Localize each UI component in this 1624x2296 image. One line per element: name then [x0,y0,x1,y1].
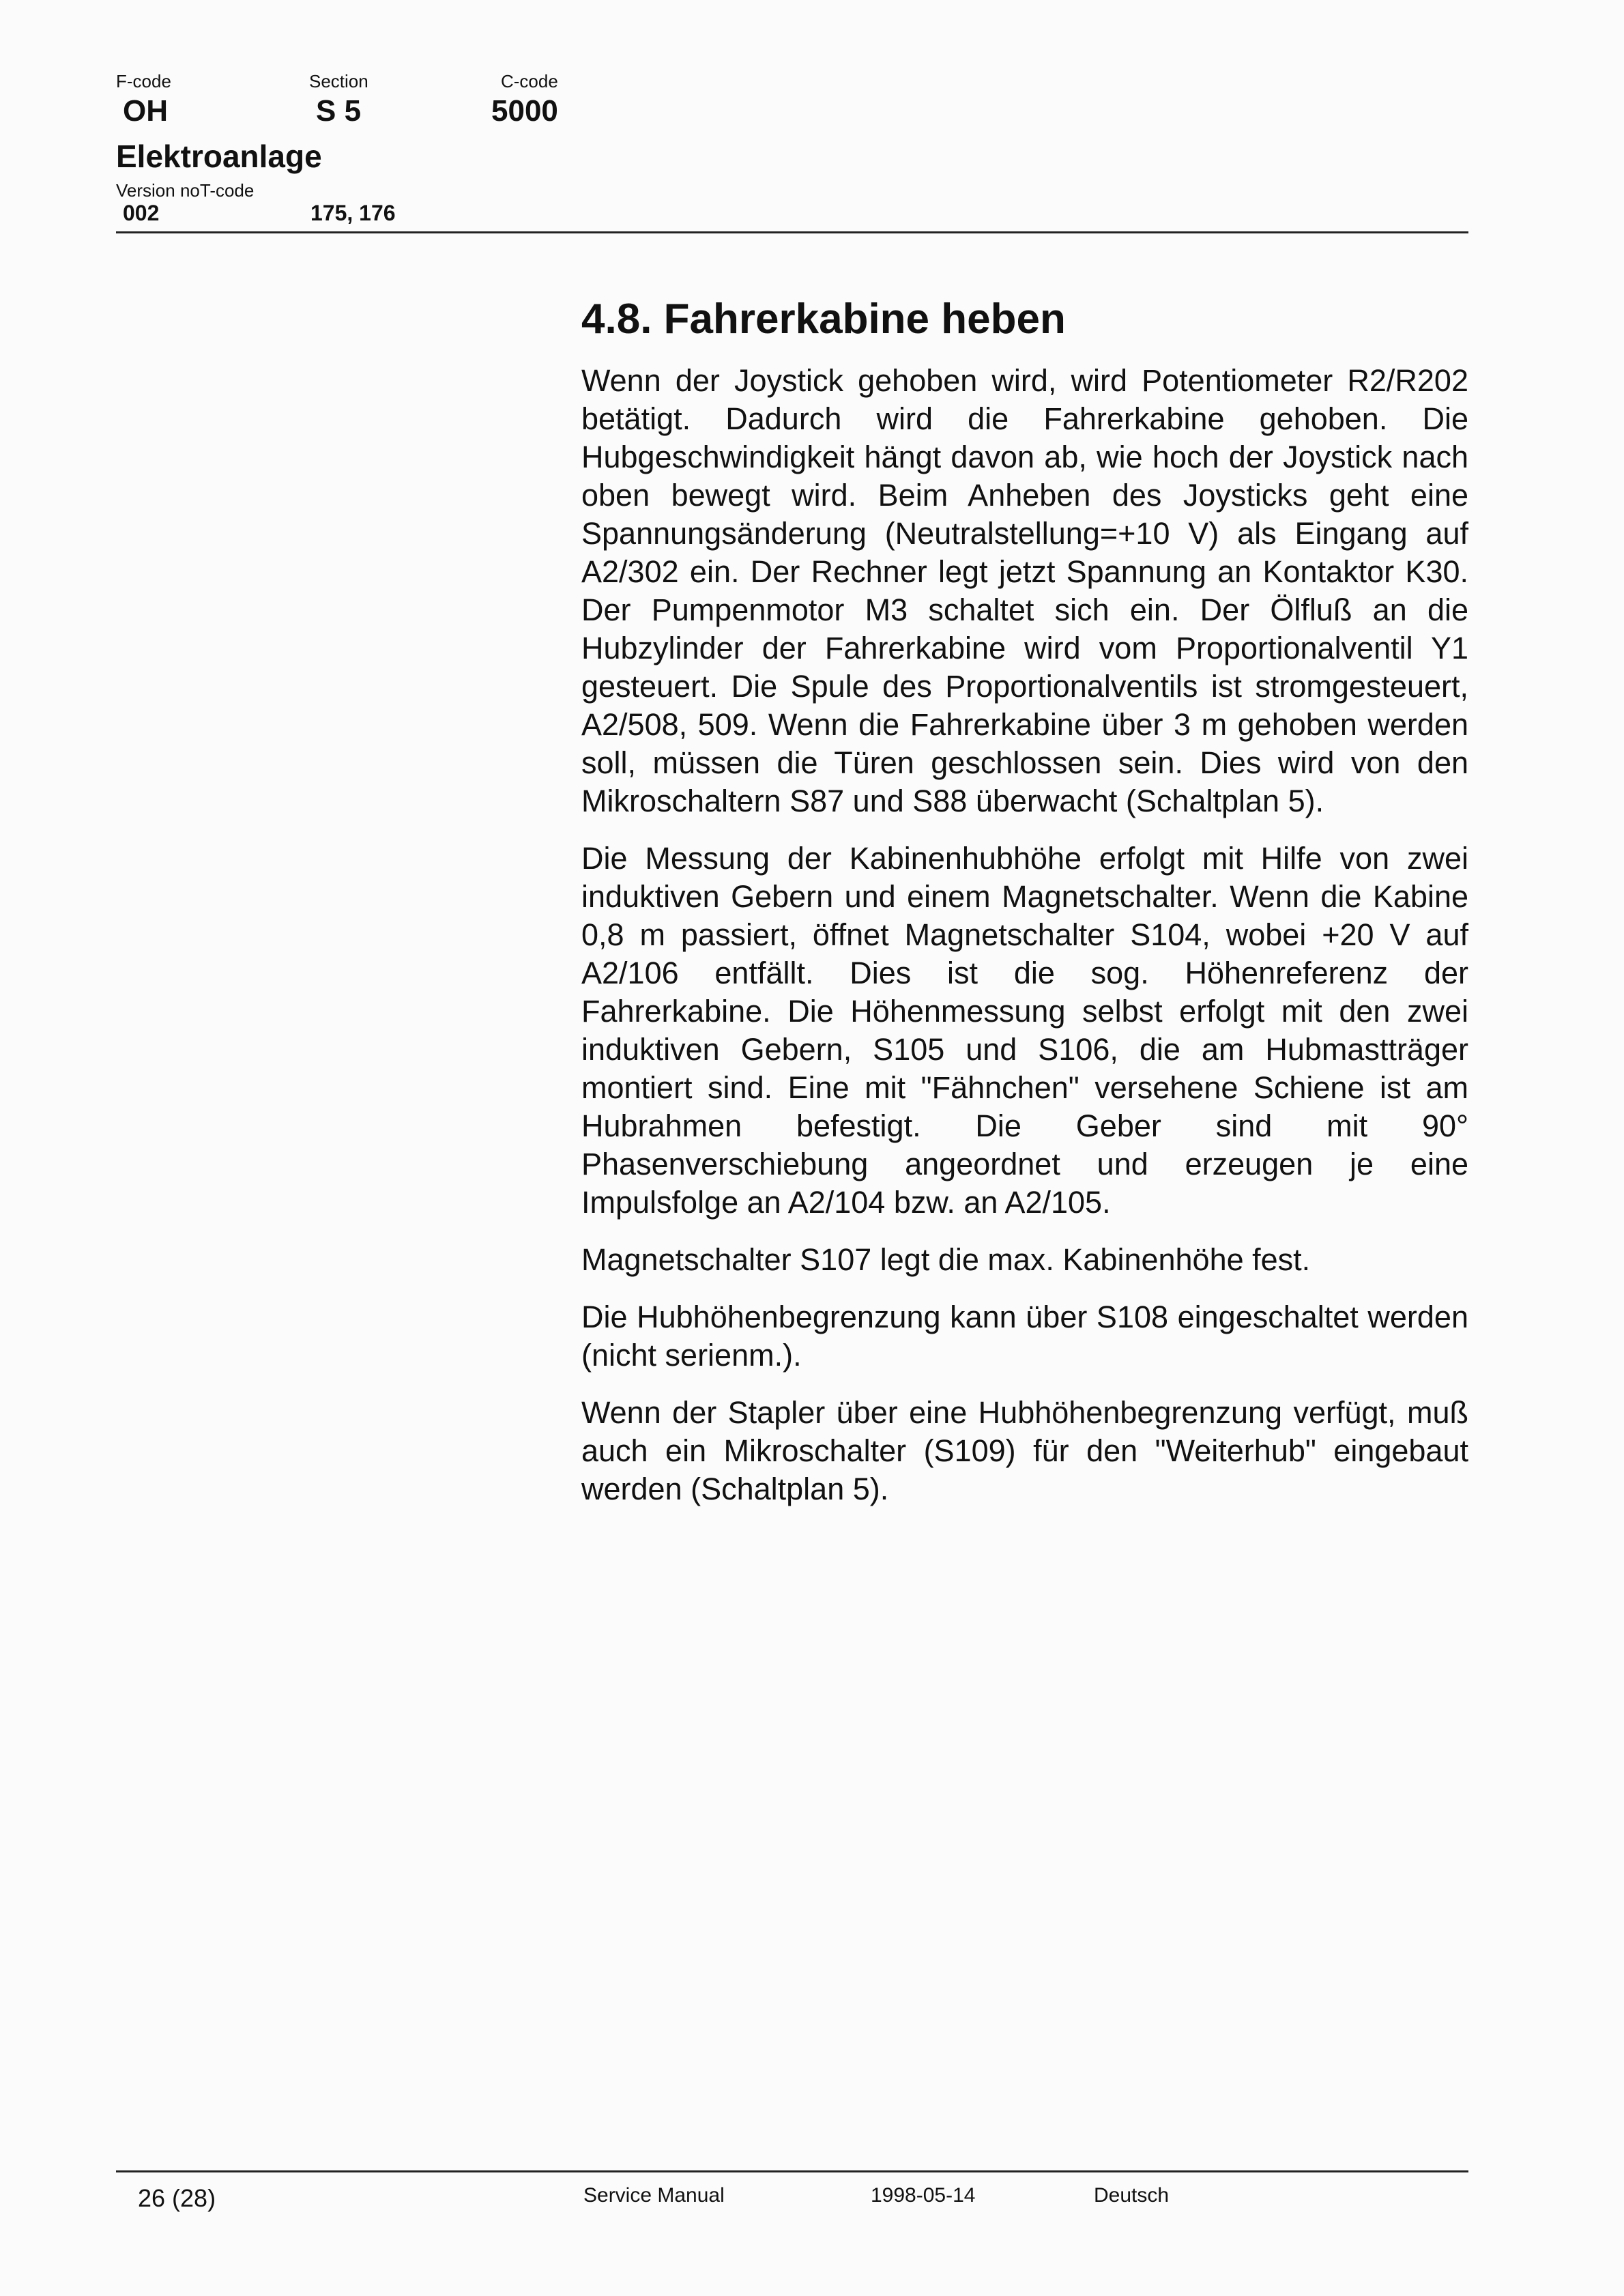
section-value: S 5 [316,94,362,128]
version-label: Version noT-code [116,180,255,201]
paragraph: Wenn der Joystick gehoben wird, wird Potentiometer R2/R202 betätigt. Dadurch wird die Fahrerkabine gehoben. Die Hubgeschwindigkeit hängt davon ab, wie hoch der Joystick nach oben bewegt wird. Beim Anheben des Joysticks geht eine Spannungsänderung (Neutralstellung=+10 V) als Eingang auf A2/302 ein. Der Rechner legt jetzt Spannung an Kontaktor K30. Der Pumpenmotor M3 schaltet sich ein. Der Ölfluß an die Hubzylinder der Fahrerkabine wird vom Proportionalventil Y1 gesteuert. Die Spule des Proportionalventils ist stromgesteuert, A2/508, 509. Wenn die Fahrerkabine über 3 m gehoben werden soll, müssen die Türen geschlossen sein. Dies wird von den Mikroschaltern S87 und S88 überwacht (Schaltplan 5). [581,363,1468,818]
ccode-label: C-code [501,71,558,91]
header-divider [116,231,1468,233]
document-type: Service Manual [583,2184,725,2207]
paragraph: Magnetschalter S107 legt die max. Kabinenhöhe fest. [581,1242,1311,1277]
document-language: Deutsch [1094,2184,1170,2207]
document-date: 1998-05-14 [871,2184,976,2207]
page-number: 26 (28) [138,2184,216,2212]
fcode-label: F-code [116,71,171,91]
paragraph: Die Messung der Kabinenhubhöhe erfolgt mit Hilfe von zwei induktiven Gebern und einem Magnetschalter. Wenn die Kabine 0,8 m passiert, öffnet Magnetschalter S104, wobei +20 V auf A2/106 entfällt. Dies ist die sog. Höhenreferenz der Fahrerkabine. Die Höhenmessung selbst erfolgt mit den zwei induktiven Gebern, S105 und S106, die am Hubmastträger montiert sind. Eine mit "Fähnchen" versehene Schiene ist am Hubrahmen befestigt. Die Geber sind mit 90° Phasenverschiebung angeordnet und erzeugen je eine Impulsfolge an A2/104 bzw. an A2/105. [581,841,1468,1220]
tcode-value: 175, 176 [310,201,396,225]
footer-divider [116,2170,1468,2172]
paragraph: Die Hubhöhenbegrenzung kann über S108 eingeschaltet werden (nicht serienm.). [581,1300,1468,1373]
section-label: Section [309,71,368,91]
fcode-value: OH [123,94,168,128]
version-value: 002 [123,201,160,225]
chapter-heading: 4.8. Fahrerkabine heben [581,296,1066,343]
ccode-value: 5000 [491,94,558,128]
section-title: Elektroanlage [116,139,322,174]
main-content [581,292,1468,1527]
paragraph: Wenn der Stapler über eine Hubhöhenbegrenzung verfügt, muß auch ein Mikroschalter (S109) für den "Weiterhub" eingebaut werden (Schaltplan 5). [581,1395,1468,1506]
